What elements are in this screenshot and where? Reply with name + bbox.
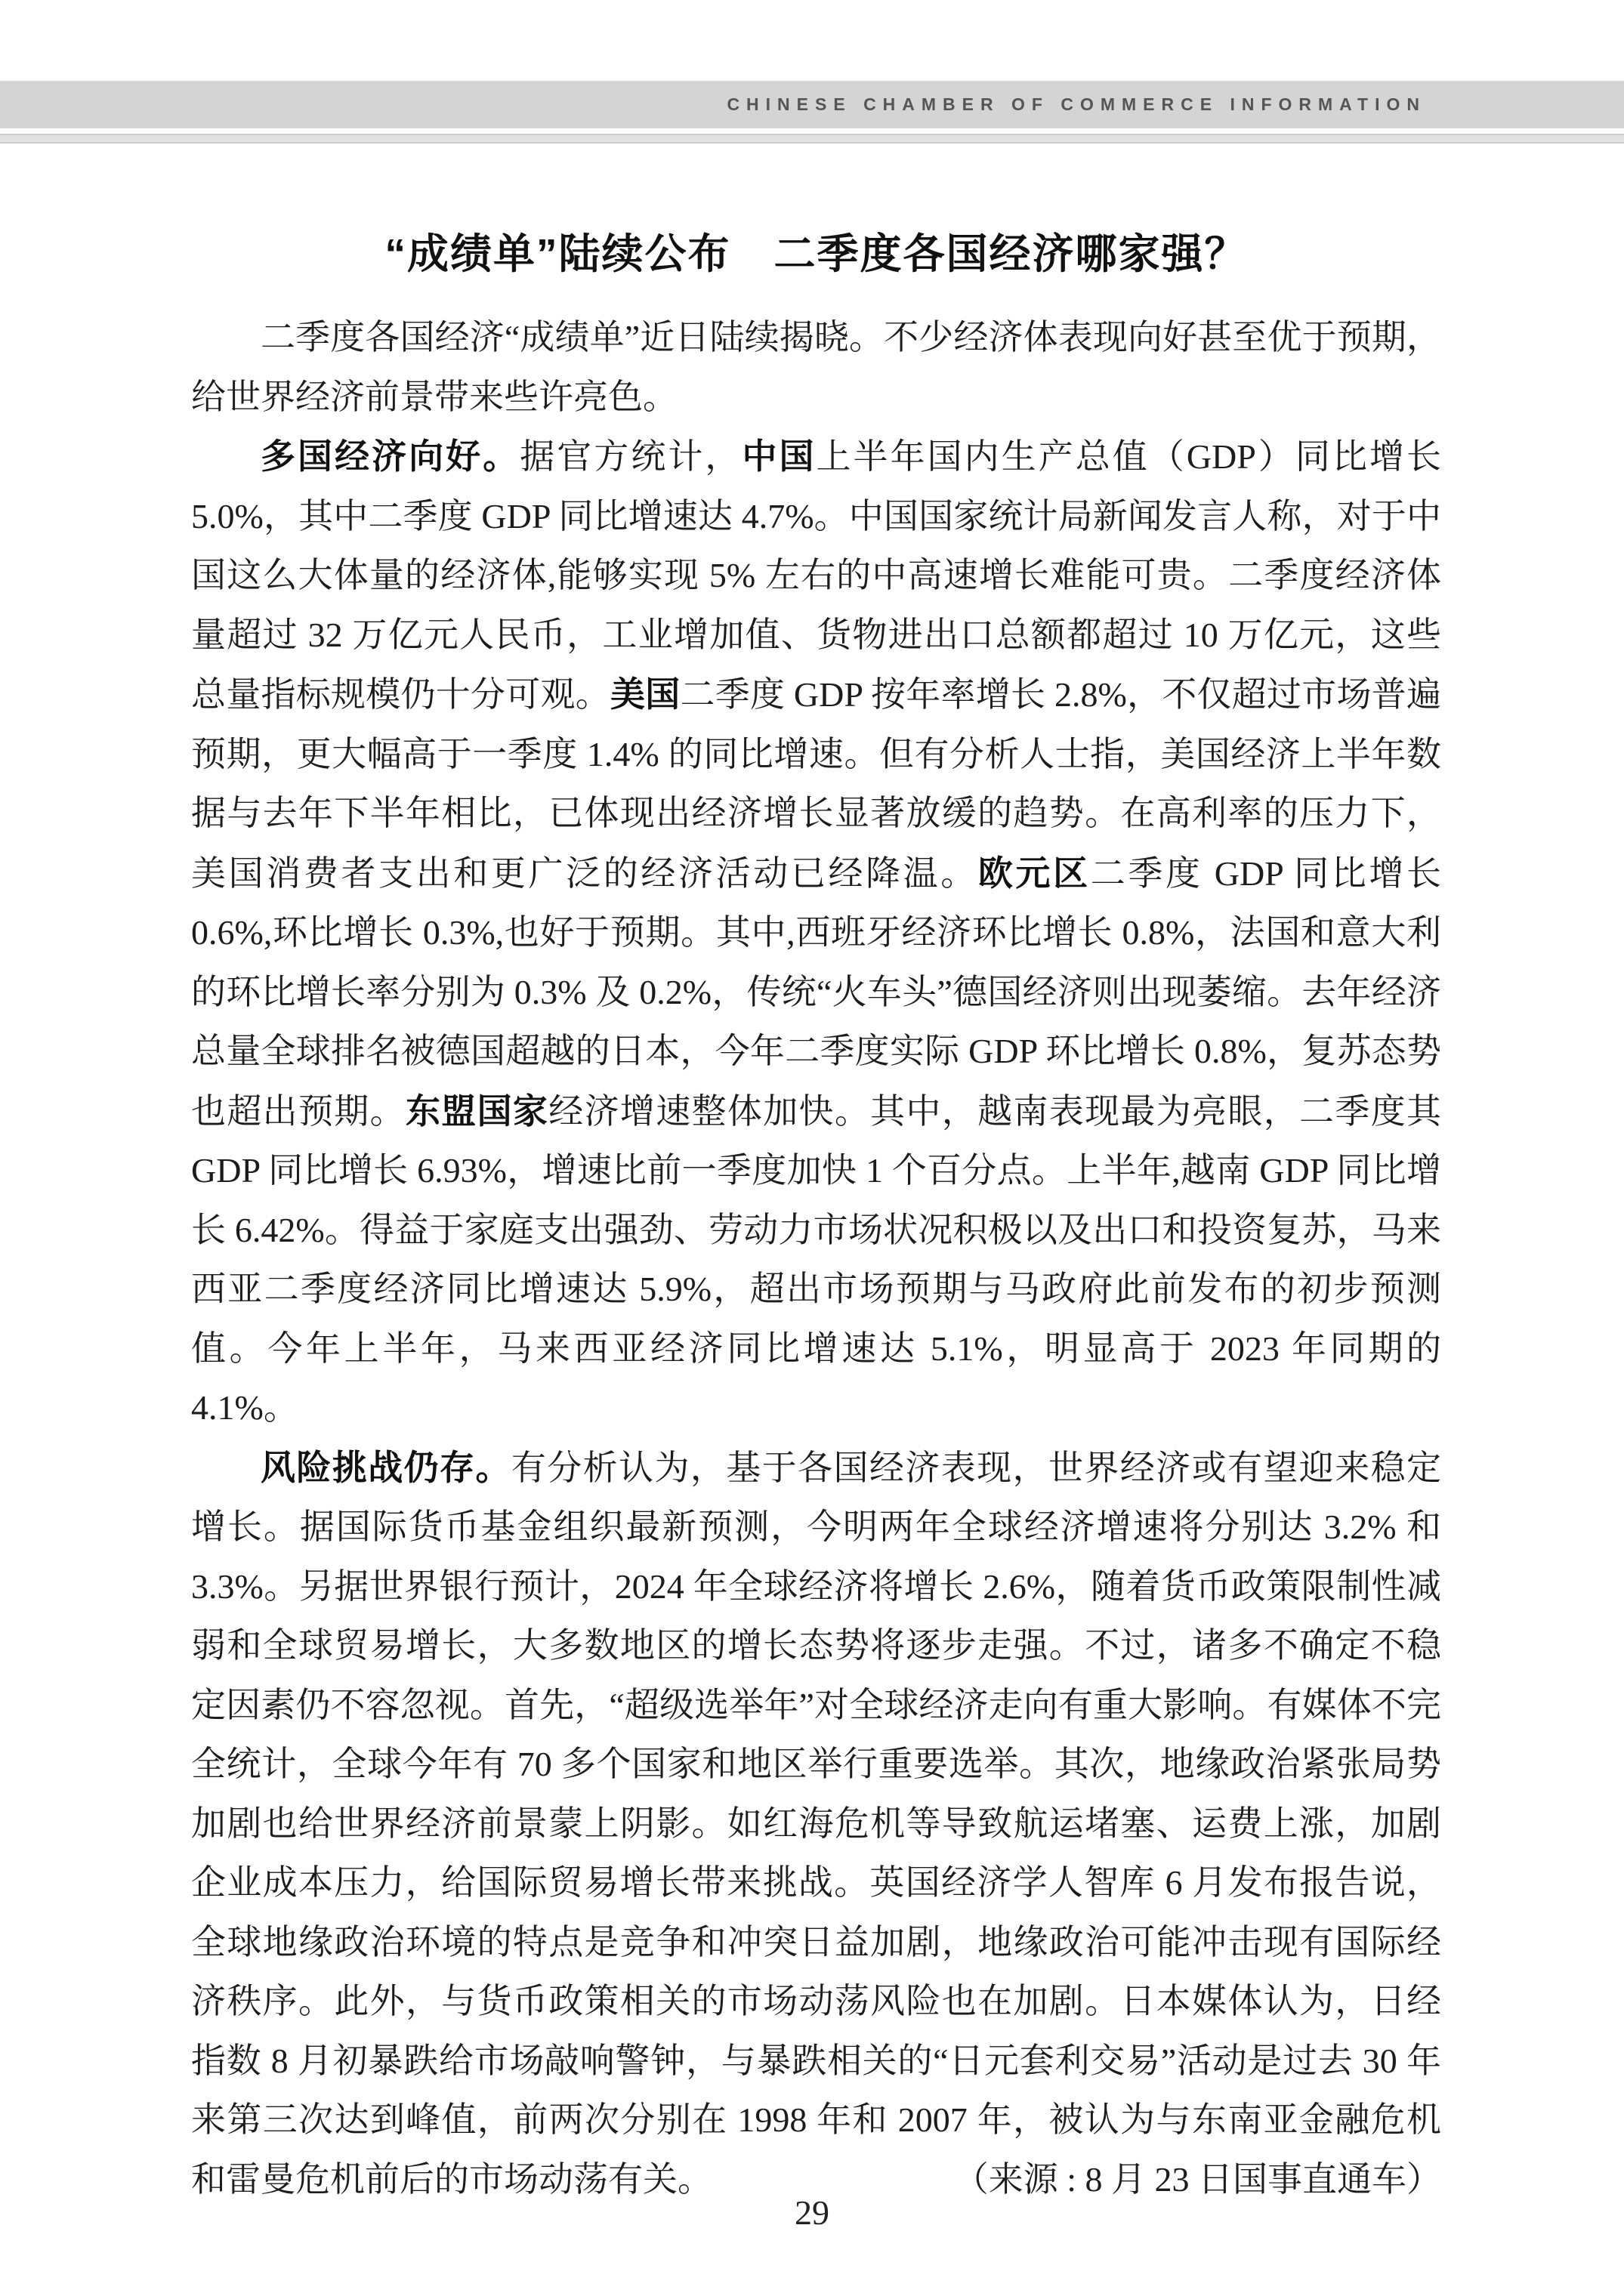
text-segment: 有分析认为，基于各国经济表现，世界经济或有望迎来稳定增长。据国际货币基金组织最新预测，今明两年全球经济增速将分别达 3.2% 和 3.3%。另据世界银行预计，2024 年全球经济将增长 2.6%，随着货币政策限制性减弱和全球贸易增长，大多数地区的增长态势将逐步走强。不过，诸多不确定不稳定因素仍不容忽视。首先，“超级选举年”对全球经济走向有重大影响。有媒体不完全统计，全球今年有 70 多个国家和地区举行重要选举。其次，地缘政治紧张局势加剧也给世界经济前景蒙上阴影。如红海危机等导致航运堵塞、运费上涨，加剧企业成本压力，给国际贸易增长带来挑战。英国经济学人智库 6 月发布报告说，全球地缘政治环境的特点是竞争和冲突日益加剧，地缘政治可能冲击现有国际经济秩序。此外，与货币政策相关的市场动荡风险也在加剧。日本媒体认为，日经指数 8 月初暴跌给市场敲响警钟，与暴跌相关的“日元套利交易”活动是过去 30 年来第三次达到峰值，前两次分别在 1998 年和 2007 年，被认为与东南亚金融危机和雷曼危机前后的市场动荡有关。 <box>191 1448 1441 2199</box>
bold-keyword-usa: 美国 <box>610 674 681 714</box>
text-segment: 二季度 GDP 同比增长 0.6%,环比增长 0.3%,也好于预期。其中,西班牙经济环比增长 0.8%，法国和意大利的环比增长率分别为 0.3% 及 0.2%，传统“火车头”德国经济则出现萎缩。去年经济总量全球排名被德国超越的日本，今年二季度实际 GDP 环比增长 0.8%，复苏态势也超出预期。 <box>191 853 1442 1131</box>
page-number: 29 <box>795 2193 829 2232</box>
bold-keyword-china: 中国 <box>742 437 817 476</box>
text-segment: 二季度 GDP 按年率增长 2.8%，不仅超过市场普遍预期，更大幅高于一季度 1.4% 的同比增速。但有分析人士指，美国经济上半年数据与去年下半年相比，已体现出经济增长显著放缓的趋势。在高利率的压力下，美国消费者支出和更广泛的经济活动已经降温。 <box>191 675 1442 893</box>
bold-lead-segment: 风险挑战仍存。 <box>261 1447 511 1487</box>
paragraph-economies-improving <box>191 427 1441 1438</box>
article <box>191 227 1441 2209</box>
text-segment: 二季度各国经济“成绩单”近日陆续揭晓。不少经济体表现向好甚至优于预期，给世界经济前景带来些许亮色。 <box>191 318 1441 416</box>
header-band <box>0 81 1624 128</box>
header-banner-text: CHINESE CHAMBER OF COMMERCE INFORMATION <box>727 94 1426 114</box>
bold-lead-segment: 多国经济向好。 <box>261 437 520 476</box>
paragraph-intro <box>191 308 1441 427</box>
text-segment: 上半年国内生产总值（GDP）同比增长 5.0%，其中二季度 GDP 同比增速达 4.7%。中国国家统计局新闻发言人称，对于中国这么大体量的经济体,能够实现 5% 左右的中高速增长难能可贵。二季度经济体量超过 32 万亿元人民币，工业增加值、货物进出口总额都超过 10 万亿元，这些总量指标规模仍十分可观。 <box>191 437 1442 714</box>
bold-keyword-asean: 东盟国家 <box>405 1091 549 1131</box>
text-segment: 据官方统计， <box>520 437 743 476</box>
source-attribution: （来源 : 8 月 23 日国事直通车） <box>953 2159 1441 2199</box>
paragraph-risks-remain <box>191 1438 1441 2210</box>
article-title: “成绩单”陆续公布 二季度各国经济哪家强？ <box>384 230 1248 277</box>
header-divider <box>0 134 1624 144</box>
text-segment: 经济增速整体加快。其中，越南表现最为亮眼，二季度其 GDP 同比增长 6.93%，增速比前一季度加快 1 个百分点。上半年,越南 GDP 同比增长 6.42%。得益于家庭支出强劲、劳动力市场状况积极以及出口和投资复苏，马来西亚二季度经济同比增速达 5.9%，超出市场预期与马政府此前发布的初步预测值。今年上半年，马来西亚经济同比增速达 5.1%，明显高于 2023 年同期的 4.1%。 <box>191 1091 1442 1427</box>
bold-keyword-eurozone: 欧元区 <box>977 853 1091 893</box>
